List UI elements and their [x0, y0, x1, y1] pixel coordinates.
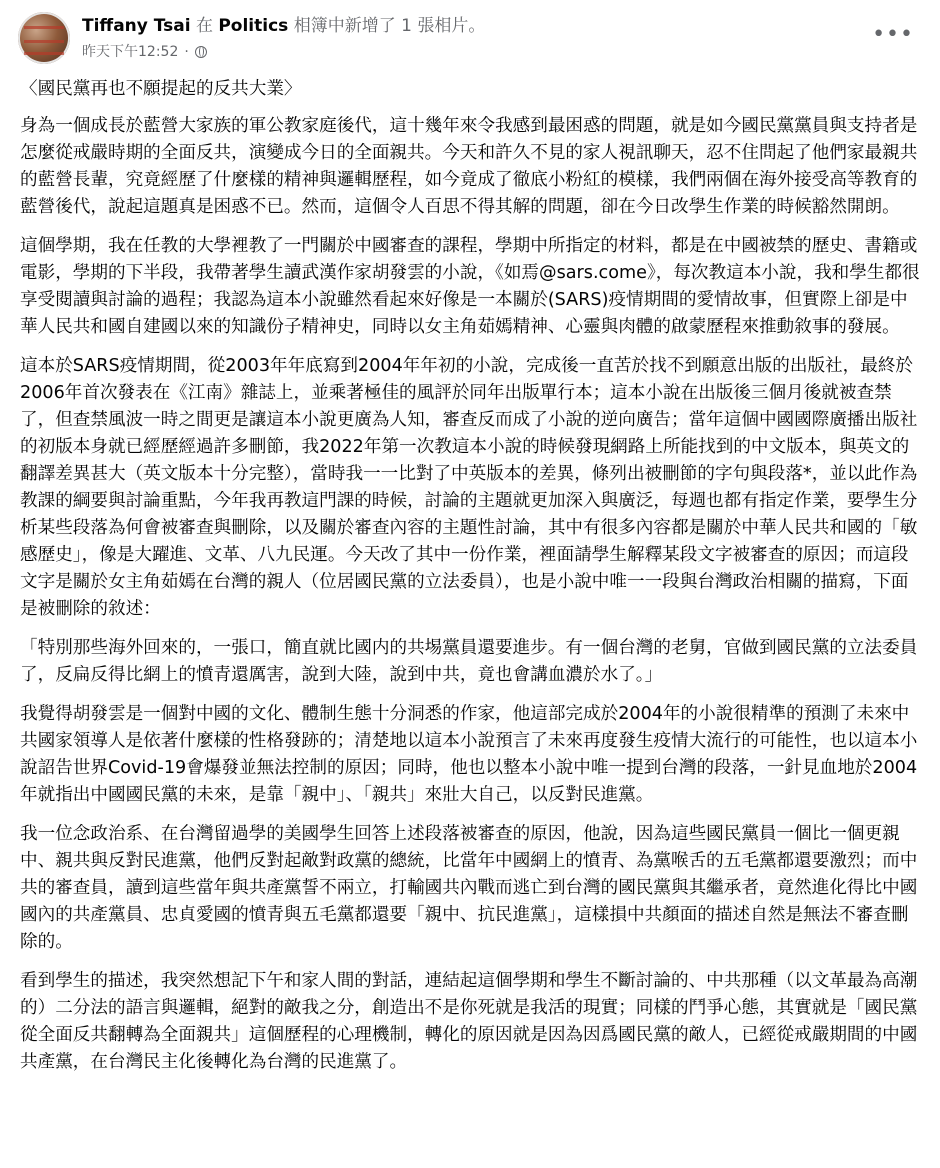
- separator-dot: ·: [184, 44, 189, 60]
- paragraph-7: 看到學生的描述，我突然想記下午和家人間的對話，連結起這個學期和學生不斷討論的、中共那種（以文革最為高潮的）二分法的語言與邏輯，絕對的敵我之分，創造出不是你死就是我活的現實；同樣的鬥爭心態，其實就是「國民黨從全面反共翻轉為全面親共」這個歷程的心理機制，轉化的原因就是因為因爲國民黨的敵人，已經從戒嚴期間的中國共產黨，在台灣民主化後轉化為台灣的民進黨了。: [20, 971, 918, 1072]
- post-body: [20, 76, 920, 1088]
- globe-icon[interactable]: [195, 46, 207, 58]
- paragraph-2: 這個學期，我在任教的大學裡教了一門關於中國審查的課程，學期中所指定的材料，都是在中國被禁的歷史、書籍或電影，學期的下半段，我帶著學生讀武漢作家胡發雲的小說，《如焉@sars.come》，每次教這本小說，我和學生都很享受閱讀與討論的過程；我認為這本小說雖然看起來好像是一本關於(SARS)疫情期間的愛情故事，但實際上卻是中華人民共和國自建國以來的知識份子精神史，同時以女主角茹嫣精神、心靈與肉體的啟蒙歷程來推動敘事的發展。: [20, 236, 920, 337]
- quote-paragraph: 「特別那些海外回來的，一張口，簡直就比國内的共埸黨員還要進步。有一個台灣的老舅，官做到國民黨的立法委員了，反扁反得比網上的憤青還厲害，說到大陸，說到中共，竟也會講血濃於水了。」: [20, 638, 918, 685]
- in-word: 在: [195, 16, 213, 36]
- paragraph-3: 這本於SARS疫情期間，從2003年年底寫到2004年年初的小說，完成後一直苦於找不到願意出版的出版社，最終於2006年首次發表在《江南》雜誌上，並乘著極佳的風評於同年出版單行本；這本小說在出版後三個月後就被查禁了，但查禁風波一時之間更是讓這本小說更廣為人知，審查反而成了小說的逆向廣告；當年這個中國國際廣播出版社的初版本身就已經歷經過許多刪節，我2022年第一次教這本小說的時候發現網路上所能找到的中文版本，與英文的翻譯差異甚大（英文版本十分完整），當時我一一比對了中英版本的差異，條列出被刪節的字句與段落*，並以此作為教課的綱要與討論重點，今年我再教這門課的時候，討論的主題就更加深入與廣泛，每週也都有指定作業，要學生分析某些段落為何會被審查與刪除，以及關於審查內容的主題性討論，其中有很多內容都是關於中華人民共和國的「敏感歷史」，像是大躍進、文革、八九民運。今天改了其中一份作業，裡面請學生解釋某段文字被審查的原因；而這段文字是關於女主角茹嫣在台灣的親人（位居國民黨的立法委員），也是小說中唯一一段與台灣政治相關的描寫，下面是被刪除的敘述：: [20, 356, 918, 619]
- group-name[interactable]: Politics: [218, 16, 289, 36]
- author-avatar[interactable]: [18, 12, 70, 64]
- post-meta: [82, 14, 485, 63]
- post-title: 〈國民黨再也不願提起的反共大業〉: [20, 79, 302, 99]
- post-header: [18, 12, 922, 64]
- post-action: 相簿中新增了 1 張相片。: [293, 16, 486, 36]
- author-name[interactable]: Tiffany Tsai: [82, 16, 191, 36]
- post-headline: [82, 14, 485, 38]
- paragraph-1: 身為一個成長於藍營大家族的軍公教家庭後代，這十幾年來令我感到最困惑的問題，就是如今國民黨黨員與支持者是怎麼從戒嚴時期的全面反共，演變成今日的全面親共。今天和許久不見的家人視訊聊天，忍不住問起了他們家最親共的藍營長輩，究竟經歷了什麼樣的精神與邏輯歷程，如今竟成了徹底小粉紅的模樣，我們兩個在海外接受高等教育的藍營後代，說起這題真是困惑不已。然而，這個令人百思不得其解的問題，卻在今日改學生作業的時候豁然開朗。: [20, 116, 918, 217]
- post-subline: [82, 41, 485, 63]
- post-timestamp[interactable]: 昨天下午12:52: [82, 44, 179, 60]
- ellipsis-icon[interactable]: •••: [872, 22, 914, 47]
- paragraph-5: 我覺得胡發雲是一個對中國的文化、體制生態十分洞悉的作家，他這部完成於2004年的小說很精準的預測了未來中共國家領導人是依著什麼樣的性格發跡的；清楚地以這本小說預言了未來再度發生疫情大流行的可能性，也以這本小說詔告世界Covid-19會爆發並無法控制的原因；同時，他也以整本小說中唯一提到台灣的段落，一針見血地於2004年就指出中國國民黨的未來，是靠「親中」、「親共」來壯大自己，以反對民進黨。: [20, 704, 918, 805]
- paragraph-6: 我一位念政治系、在台灣留過學的美國學生回答上述段落被審查的原因，他說，因為這些國民黨員一個比一個更親中、親共與反對民進黨，他們反對起敵對政黨的總統，比當年中國網上的憤青、為黨喉舌的五毛黨都還要激烈；而中共的審查員，讀到這些當年與共產黨誓不兩立，打輸國共內戰而逃亡到台灣的國民黨與其繼承者，竟然進化得比中國國內的共產黨員、忠貞愛國的憤青與五毛黨都還要「親中、抗民進黨」，這樣損中共顏面的描述自然是無法不審查刪除的。: [20, 824, 918, 952]
